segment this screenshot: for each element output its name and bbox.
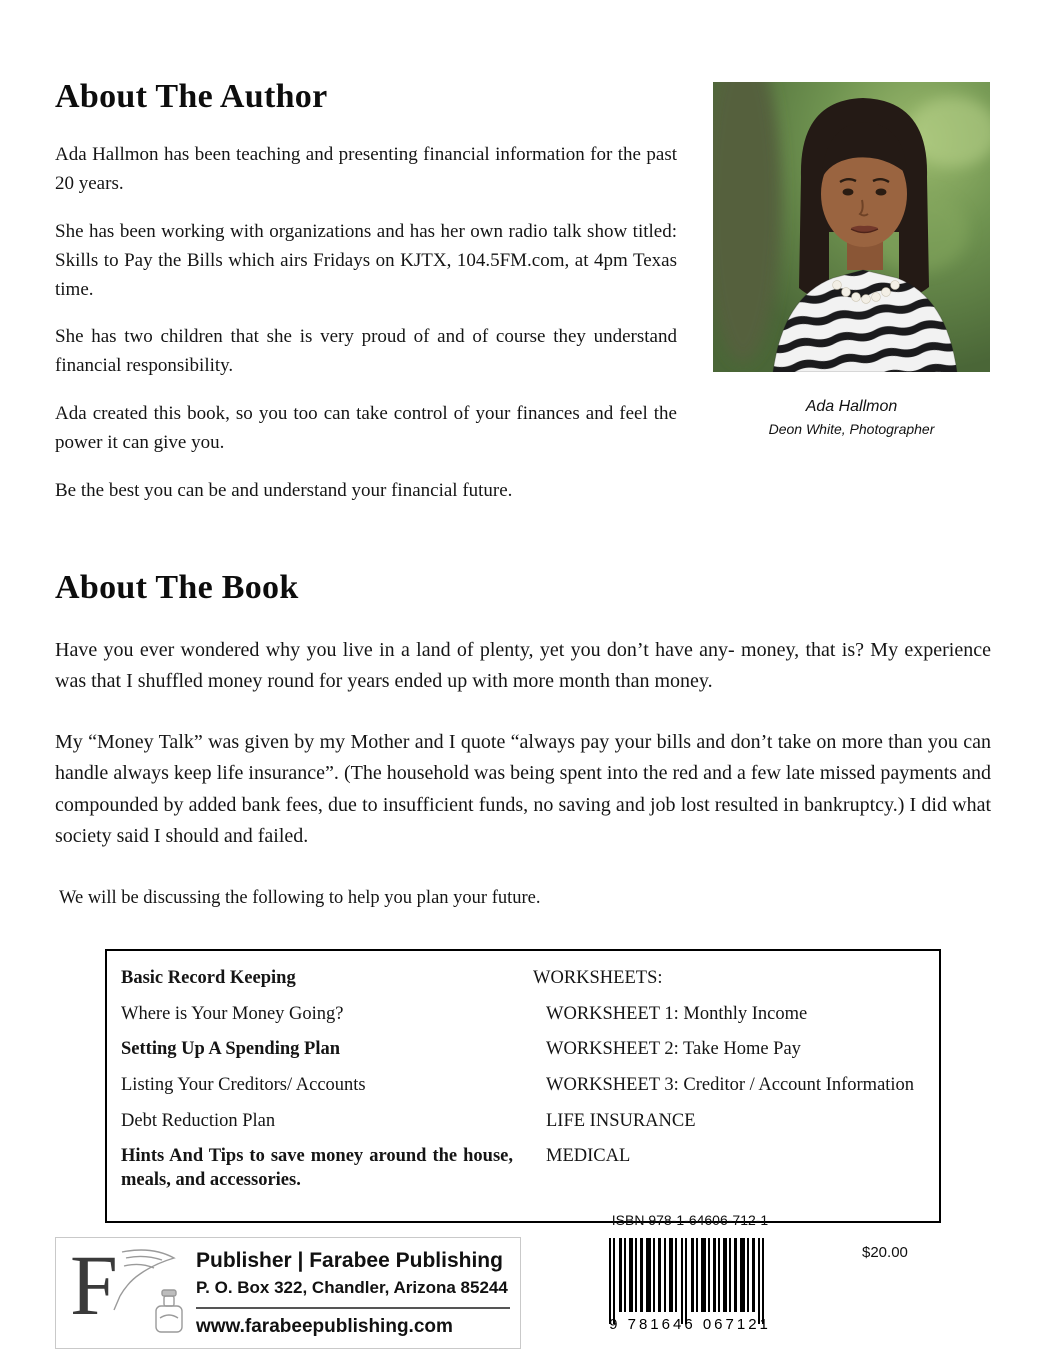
- about-book-heading: About The Book: [55, 568, 299, 606]
- author-portrait-illustration: [713, 82, 990, 372]
- barcode-bars: [605, 1236, 775, 1328]
- about-author-section: [0, 0, 1051, 525]
- publisher-name: Publisher | Farabee Publishing: [196, 1248, 503, 1272]
- photo-caption: [713, 398, 990, 437]
- topic-item: Setting Up A Spending Plan: [121, 1039, 340, 1060]
- publisher-logo: [62, 1237, 190, 1344]
- topics-table-left-column: [107, 965, 527, 1205]
- author-photo-figure: [713, 82, 990, 525]
- worksheet-item: WORKSHEET 2: Take Home Pay: [546, 1039, 801, 1060]
- worksheet-item: WORKSHEETS:: [533, 967, 663, 988]
- worksheet-item: MEDICAL: [546, 1146, 631, 1167]
- author-paragraph-5: Be the best you can be and understand your financial future.: [55, 479, 513, 501]
- isbn-barcode: [602, 1236, 778, 1333]
- author-paragraph-4: Ada created this book, so you too can take control of your finances and feel the power it can give you.: [55, 403, 677, 453]
- topics-table: [105, 949, 941, 1223]
- worksheet-item: WORKSHEET 3: Creditor / Account Information: [546, 1074, 915, 1095]
- worksheet-item: LIFE INSURANCE: [546, 1110, 696, 1131]
- book-intro-line: We will be discussing the following to help you plan your future.: [59, 887, 541, 908]
- publisher-logo-letter: F: [70, 1237, 118, 1333]
- topic-item: Debt Reduction Plan: [121, 1110, 276, 1131]
- topics-table-right-column: [527, 965, 939, 1205]
- topic-item: Basic Record Keeping: [121, 967, 296, 988]
- topic-item: Where is Your Money Going?: [121, 1003, 344, 1024]
- isbn-label: ISBN 978-1-64606-712-1: [611, 1212, 769, 1228]
- quill-and-perfume-icon: [104, 1244, 190, 1344]
- photo-caption-credit: Deon White, Photographer: [768, 421, 935, 437]
- price-label: $20.00: [862, 1244, 908, 1261]
- publisher-divider: [196, 1307, 510, 1309]
- author-paragraph-1: Ada Hallmon has been teaching and presenting financial information for the past 20 years.: [55, 144, 677, 194]
- barcode-digits: 9 781646 067121: [609, 1316, 771, 1333]
- publisher-website: www.farabeepublishing.com: [196, 1315, 453, 1337]
- topic-item: Listing Your Creditors/ Accounts: [121, 1074, 366, 1095]
- publisher-text: [190, 1249, 510, 1338]
- book-paragraph-2: My “Money Talk” was given by my Mother and I quote “always pay your bills and don’t take on more than you can handle always keep life insurance”. (The household was being spent into the red and a few late missed payments and compounded by added bank fees, due to insufficient funds, no saving and job lost resulted in bankruptcy.) I did what society said I should and failed.: [55, 731, 991, 847]
- author-paragraph-2: She has been working with organizations and has her own radio talk show titled: Skills to Pay the Bills which airs Fridays on KJTX, 104.5FM.com, at 4pm Texas time.: [55, 220, 677, 300]
- worksheet-item: WORKSHEET 1: Monthly Income: [546, 1003, 808, 1024]
- about-author-heading: About The Author: [55, 78, 328, 115]
- photo-caption-name: Ada Hallmon: [805, 398, 898, 415]
- about-author-text: [55, 78, 677, 525]
- about-book-section: [0, 525, 1051, 909]
- publisher-address: P. O. Box 322, Chandler, Arizona 85244: [196, 1277, 508, 1297]
- author-photo-image: [713, 82, 990, 372]
- topic-item: Hints And Tips to save money around the house, meals, and accessories.: [121, 1146, 513, 1190]
- author-paragraph-3: She has two children that she is very proud of and of course they understand financial responsibility.: [55, 326, 677, 377]
- publisher-block: [55, 1237, 521, 1349]
- book-paragraph-1: Have you ever wondered why you live in a land of plenty, yet you don’t have any- money, that is? My experience was that I shuffled money round for years ended up with more month than money.: [55, 638, 991, 692]
